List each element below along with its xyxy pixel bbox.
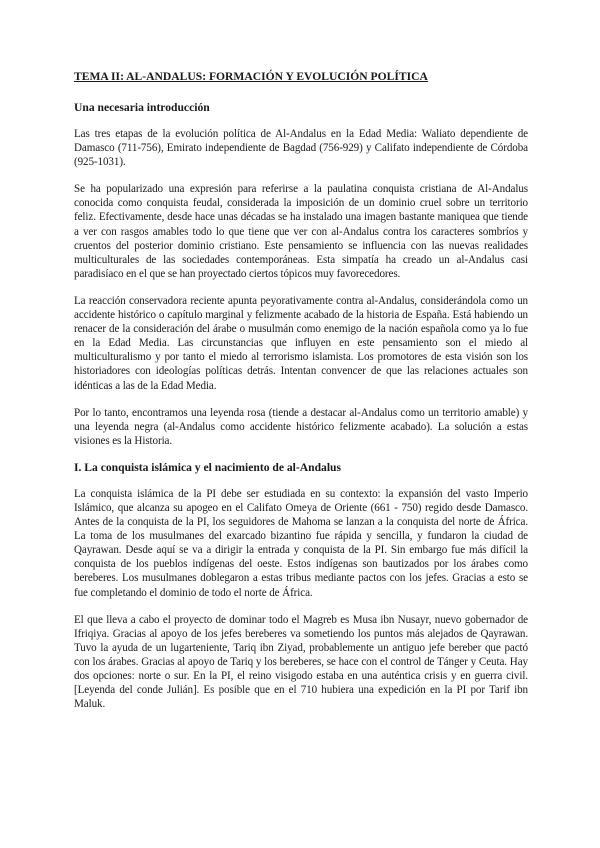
document-title: TEMA II: AL-ANDALUS: FORMACIÓN Y EVOLUCIÓN POLÍTICA	[74, 70, 428, 83]
section-paragraph: El que lleva a cabo el proyecto de dominar todo el Magreb es Musa ibn Nusayr, nuevo gobernador de Ifriqiya. Gracias al apoyo de los jefes bereberes va sometiendo los puntos más alejados de Qayrawan. Tuvo la ayuda de un lugarteniente, Tariq ibn Ziyad, probablemente un antiguo jefe bereber que pactó con los árabes. Gracias al apoyo de Tariq y los bereberes, se hace con el control de Tánger y Ceuta. Hay dos opciones: norte o sur. En la PI, el reino visigodo estaba en una auténtica crisis y en guerra civil. [Leyenda del conde Julián]. Es posible que en el 710 hubiera una expedición en la PI por Tarif ibn Maluk.	[74, 613, 528, 711]
section-paragraph: La conquista islámica de la PI debe ser estudiada en su contexto: la expansión del vasto Imperio Islámico, que alcanza su apogeo en el Califato Omeya de Oriente (661 - 750) regido desde Damasco. Antes de la conquista de la PI, los seguidores de Mahoma se lanzan a la conquista del norte de África. La toma de los musulmanes del exarcado bizantino fue rápida y sencilla, y fundaron la ciudad de Qayrawan. Desde aquí se va a dirigir la entrada y conquista de la PI. Sin embargo fue más difícil la conquista de los pueblos indígenas del oeste. Estos indígenas son bautizados por los árabes como bereberes. Los musulmanes doblegaron a estas tribus mediante pactos con los jefes. Gracias a esto se fue completando el dominio de todo el norte de África.	[74, 487, 528, 599]
intro-heading: Una necesaria introducción	[74, 101, 210, 114]
intro-paragraph: Se ha popularizado una expresión para referirse a la paulatina conquista cristiana de Al-Andalus conocida como conquista feudal, considerada la imposición de un dominio cruel sobre un territorio feliz. Efectivamente, desde hace unas décadas se ha instalado una imagen bastante maniquea que tiende a ver con rasgos amables todo lo que tiene que ver con al-Andalus contra los caracteres sombríos y cruentos del posterior dominio cristiano. Este pensamiento se influencia con las nuevas realidades multiculturales de las sociedades contemporáneas. Esta simpatía ha creado un al-Andalus casi paradisíaco en el que se han proyectado ciertos tópicos muy favorecedores.	[74, 183, 528, 280]
intro-paragraph: Las tres etapas de la evolución política de Al-Andalus en la Edad Media: Waliato dependiente de Damasco (711-756), Emirato independiente de Bagdad (756-929) y Califato independiente de Córdoba (925-1031).	[74, 128, 528, 169]
intro-paragraph: Por lo tanto, encontramos una leyenda rosa (tiende a destacar al-Andalus como un territorio amable) y una leyenda negra (al-Andalus como accidente histórico felizmente acabado). La solución a estas visiones es la Historia.	[74, 406, 528, 447]
section-heading: I. La conquista islámica y el nacimiento de al-Andalus	[74, 460, 342, 474]
intro-paragraph: La reacción conservadora reciente apunta peyorativamente contra al-Andalus, considerándola como un accidente histórico o capítulo marginal y felizmente acabado de la historia de España. Está habiendo un renacer de la consideración del árabe o musulmán como enemigo de la nación española como ya lo fue en la Edad Media. Las circunstancias que influyen en este pensamiento son el miedo al multiculturalismo y por tanto el miedo al terrorismo islamista. Los promotores de esta visión son los historiadores con ideologías políticas detrás. Intentan convencer de que las relaciones actuales son idénticas a las de la Edad Media.	[74, 294, 528, 392]
